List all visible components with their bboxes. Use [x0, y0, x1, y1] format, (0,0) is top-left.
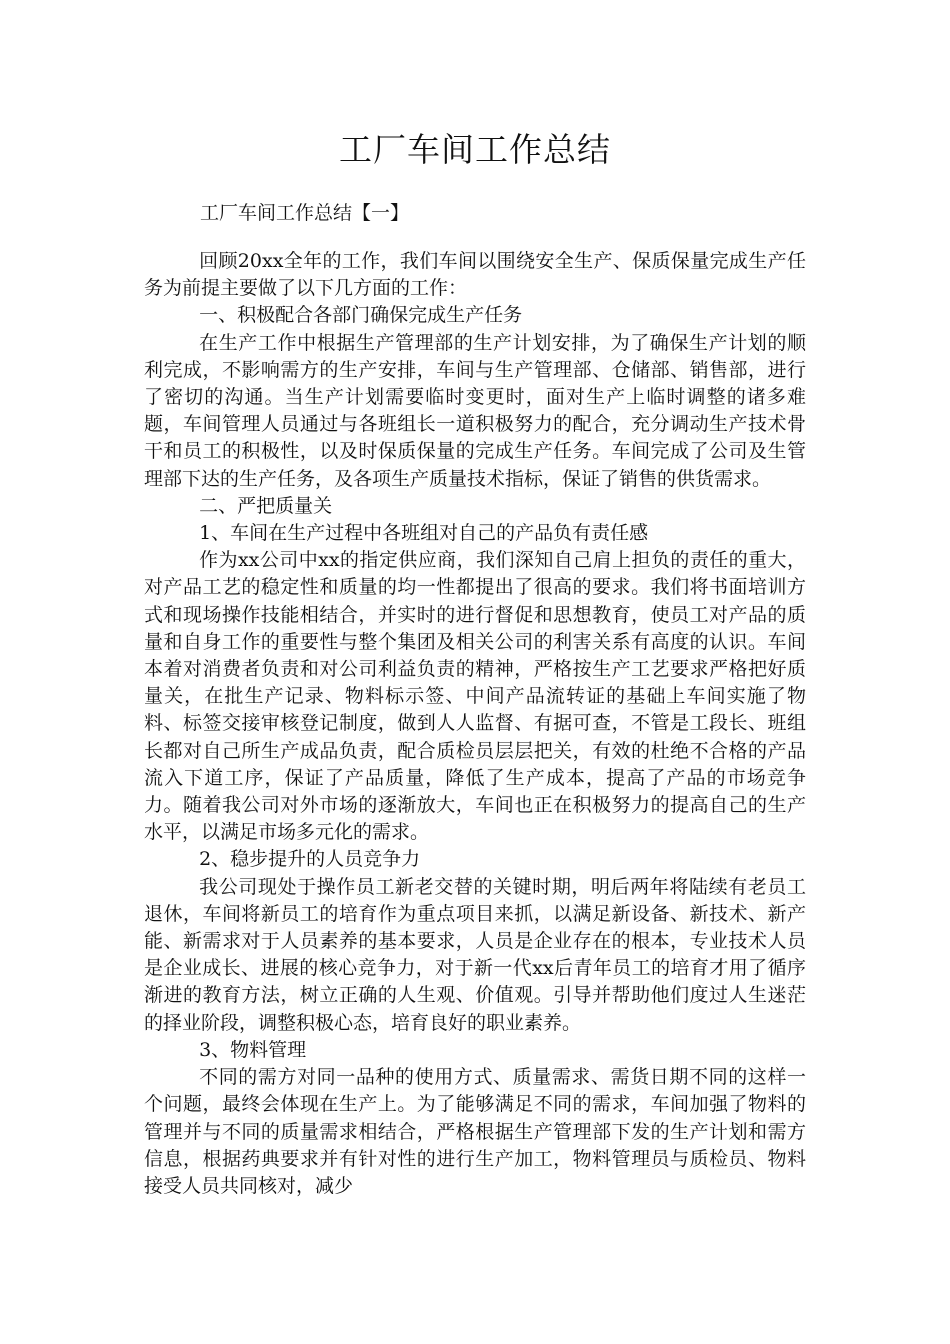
paragraph-2-2: 我公司现处于操作员工新老交替的关键时期，明后两年将陆续有老员工退休，车间将新员工的培育作为重点项目来抓，以满足新设备、新技术、新产能、新需求对于人员素养的基本要求，人员是企业存在的根本，专业技术人员是企业成长、进展的核心竞争力，对于新一代xx后青年员工的培育才用了循序渐进的教育方法，树立正确的人生观、价值观。引导并帮助他们度过人生迷茫的择业阶段，调整积极心态，培育良好的职业素养。	[144, 875, 806, 1034]
section-heading: 工厂车间工作总结【一】	[200, 202, 410, 224]
subheading-2-2: 2、稳步提升的人员竞争力	[199, 848, 421, 871]
heading-section-2: 二、严把质量关	[199, 494, 333, 517]
paragraph-intro: 回顾20xx全年的工作，我们车间以围绕安全生产、保质保量完成生产任务为前提主要做了以下几方面的工作：	[144, 250, 806, 300]
document-body	[144, 248, 806, 1200]
paragraph-2-3: 不同的需方对同一品种的使用方式、质量需求、需货日期不同的这样一个问题，最终会体现在生产上。为了能够满足不同的需求，车间加强了物料的管理并与不同的质量需求相结合，严格根据生产管理部下发的生产计划和需方信息，根据药典要求并有针对性的进行生产加工，物料管理员与质检员、物料接受人员共同核对，减少	[144, 1066, 806, 1197]
paragraph-section-1: 在生产工作中根据生产管理部的生产计划安排，为了确保生产计划的顺利完成，不影响需方的生产安排，车间与生产管理部、仓储部、销售部，进行了密切的沟通。当生产计划需要临时变更时，面对生产上临时调整的诸多难题，车间管理人员通过与各班组长一道积极努力的配合，充分调动生产技术骨干和员工的积极性，以及时保质保量的完成生产任务。车间完成了公司及生管理部下达的生产任务，及各项生产质量技术指标，保证了销售的供货需求。	[144, 331, 806, 490]
subheading-2-1: 1、车间在生产过程中各班组对自己的产品负有责任感	[199, 522, 649, 545]
paragraph-2-1: 作为xx公司中xx的指定供应商，我们深知自己肩上担负的责任的重大，对产品工艺的稳定性和质量的均一性都提出了很高的要求。我们将书面培训方式和现场操作技能相结合，并实时的进行督促和思想教育，使员工对产品的质量和自身工作的重要性与整个集团及相关公司的利害关系有高度的认识。车间本着对消费者负责和对公司利益负责的精神，严格按生产工艺要求严格把好质量关，在批生产记录、物料标示签、中间产品流转证的基础上车间实施了物料、标签交接审核登记制度，做到人人监督、有据可查，不管是工段长、班组长都对自己所生产成品负责，配合质检员层层把关，有效的杜绝不合格的产品流入下道工序，保证了产品质量，降低了生产成本，提高了产品的市场竞争力。随着我公司对外市场的逐渐放大，车间也正在积极努力的提高自己的生产水平，以满足市场多元化的需求。	[144, 549, 806, 844]
subheading-2-3: 3、物料管理	[199, 1038, 307, 1061]
heading-section-1: 一、积极配合各部门确保完成生产任务	[199, 304, 523, 327]
document-title: 工厂车间工作总结	[339, 130, 611, 169]
